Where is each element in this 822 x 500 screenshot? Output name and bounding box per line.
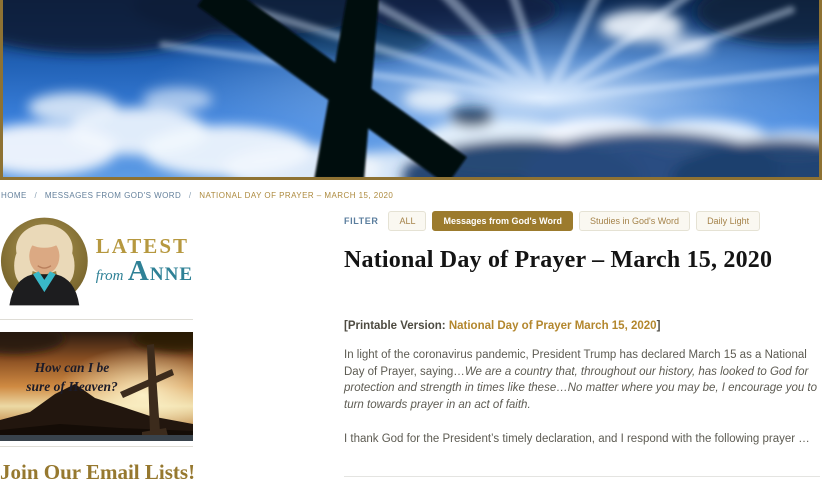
filter-button-studies[interactable]: Studies in God's Word — [579, 211, 690, 231]
latest-from-word: from — [95, 268, 124, 284]
anne-portrait-graphic — [0, 214, 89, 308]
heaven-question-line1: How can I be — [34, 360, 110, 375]
printable-prefix: [Printable Version: — [344, 320, 449, 332]
heaven-question-line2: sure of Heaven? — [26, 379, 118, 394]
president-quote: We are a country that, throughout our history, has looked to God for protection and strength in times like these…No matter where you may be, I encourage you to turn towards prayer in an act of faith. — [344, 365, 818, 411]
breadcrumb-home-link[interactable]: HOME — [1, 191, 27, 200]
article-paragraph-2: I thank God for the President’s timely declaration, and I respond with the following prayer … — [344, 433, 810, 445]
article-paragraph-1: In light of the coronavirus pandemic, President Trump has declared March 15 as a National Day of Prayer, saying…We are a country that, throughout our history, has looked to God for protection and strength in times like these…No matter where you may be, I encourage you to turn towards prayer in an act of faith. — [344, 349, 818, 411]
content-divider — [344, 476, 820, 477]
breadcrumb — [1, 191, 393, 200]
hero-banner — [0, 0, 822, 180]
join-email-lists-heading: Join Our Email Lists! — [0, 460, 196, 484]
sure-of-heaven-banner[interactable] — [0, 332, 193, 441]
article-title: National Day of Prayer – March 15, 2020 — [344, 247, 773, 273]
breadcrumb-separator: / — [188, 191, 192, 200]
hero-cross-sky-graphic — [3, 0, 819, 177]
breadcrumb-messages-link[interactable]: MESSAGES FROM GOD'S WORD — [44, 191, 182, 200]
breadcrumb-current-page: NATIONAL DAY OF PRAYER – MARCH 15, 2020 — [199, 191, 394, 200]
latest-from-anne-banner[interactable] — [0, 213, 193, 309]
latest-anne-word: ANNE — [127, 255, 193, 287]
printable-suffix: ] — [656, 320, 661, 332]
filter-bar — [344, 211, 766, 231]
filter-button-all[interactable]: ALL — [388, 211, 426, 231]
printable-version-line — [344, 320, 822, 332]
filter-button-messages[interactable]: Messages from God's Word — [432, 211, 573, 231]
latest-label: LATEST — [95, 234, 190, 258]
filter-label: FILTER — [344, 216, 379, 226]
breadcrumb-separator: / — [34, 191, 38, 200]
sidebar-divider — [0, 319, 193, 320]
printable-version-link[interactable]: National Day of Prayer March 15, 2020 — [448, 320, 657, 332]
sidebar-divider — [0, 446, 193, 447]
filter-button-daily-light[interactable]: Daily Light — [696, 211, 760, 231]
